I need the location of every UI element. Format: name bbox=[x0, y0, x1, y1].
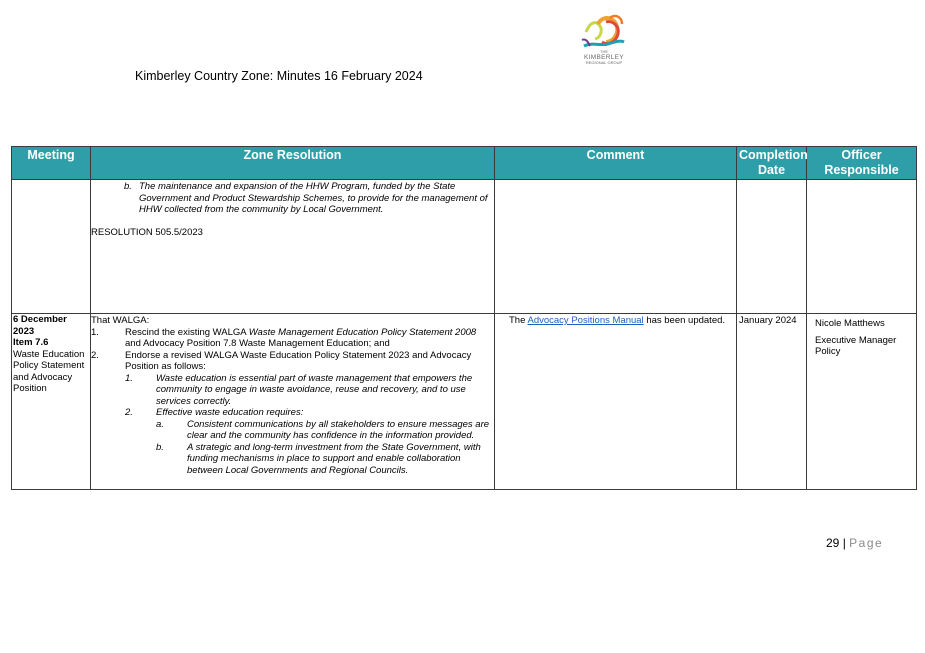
point-text: Effective waste education requires: bbox=[156, 407, 304, 418]
policy-point-2a bbox=[91, 419, 494, 442]
resolution-cell bbox=[91, 180, 495, 314]
header-officer-responsible: Officer Responsible bbox=[807, 147, 917, 180]
completion-cell bbox=[737, 180, 807, 314]
resolution-intro: That WALGA: bbox=[91, 315, 150, 326]
officer-cell bbox=[807, 314, 917, 490]
point-label: 2. bbox=[125, 407, 133, 418]
meeting-cell bbox=[12, 180, 91, 314]
point-label: 1. bbox=[125, 372, 133, 384]
page-label: Page bbox=[849, 536, 884, 550]
point-text: A strategic and long-term investment from the State Government, with funding mechanisms in place to support and enable collaboration between Local Governments and Regional Councils. bbox=[187, 441, 481, 476]
officer-name: Nicole Matthews bbox=[815, 318, 885, 329]
item-text: The maintenance and expansion of the HHW Program, funded by the State Government and Product Stewardship Schemes, to provide for the management of HHW collected from the community by Local Government. bbox=[139, 181, 488, 215]
comment-text: has been updated. bbox=[646, 315, 726, 326]
header-completion-date: Completion Date bbox=[737, 147, 807, 180]
point-text: Rescind the existing WALGA bbox=[125, 326, 247, 338]
resolution-reference: RESOLUTION 505.5/2023 bbox=[91, 226, 203, 238]
document-title: Kimberley Country Zone: Minutes 16 February 2024 bbox=[135, 69, 423, 83]
point-text: Endorse a revised WALGA Waste Education Policy Statement 2023 and Advocacy Position as follows: bbox=[125, 349, 472, 372]
logo-text bbox=[578, 50, 630, 65]
point-label: b. bbox=[156, 441, 164, 453]
logo-line1: THE bbox=[600, 49, 608, 54]
resolution-point-2 bbox=[91, 350, 494, 373]
policy-point-2b bbox=[91, 442, 494, 477]
header-comment: Comment bbox=[495, 147, 737, 180]
comment-text: The bbox=[509, 315, 526, 326]
resolution-point-1 bbox=[91, 327, 494, 350]
point-text: and Advocacy Position 7.8 Waste Management Education; and bbox=[125, 338, 390, 349]
point-text: Waste education is essential part of waste management that empowers the community to engage in waste avoidance, reuse and recovery, and to use services correctly. bbox=[156, 372, 473, 407]
resolution-item-b bbox=[91, 181, 494, 216]
point-label: 2. bbox=[91, 349, 99, 361]
page-footer bbox=[826, 536, 883, 550]
point-label: a. bbox=[156, 418, 164, 430]
header-meeting: Meeting bbox=[12, 147, 91, 180]
minutes-table bbox=[11, 146, 917, 490]
point-text-italic: Waste Management Education Policy Statement 2008 bbox=[248, 326, 477, 338]
meeting-date: 6 December 2023 bbox=[13, 314, 67, 337]
policy-point-2 bbox=[91, 407, 494, 419]
officer-cell bbox=[807, 180, 917, 314]
officer-title: Executive Manager Policy bbox=[815, 334, 897, 357]
page-number: 29 bbox=[826, 536, 840, 550]
comment-cell bbox=[495, 314, 737, 490]
meeting-topic: Waste Education Policy Statement and Advocacy Position bbox=[13, 348, 85, 394]
point-text: Consistent communications by all stakeholders to ensure messages are clear and the community has confidence in the information provided. bbox=[187, 418, 490, 441]
resolution-cell bbox=[91, 314, 495, 490]
logo-line2: KIMBERLEY bbox=[584, 54, 624, 61]
meeting-cell bbox=[12, 314, 91, 490]
comment-cell bbox=[495, 180, 737, 314]
header-zone-resolution: Zone Resolution bbox=[91, 147, 495, 180]
point-label: 1. bbox=[91, 326, 99, 338]
table-header-row bbox=[12, 147, 917, 180]
meeting-item: Item 7.6 bbox=[13, 337, 49, 348]
table-row bbox=[12, 180, 917, 314]
table-row bbox=[12, 314, 917, 490]
completion-date: January 2024 bbox=[737, 314, 807, 490]
item-label: b. bbox=[124, 181, 132, 192]
page-separator: | bbox=[842, 536, 846, 550]
logo-line3: REGIONAL GROUP bbox=[585, 60, 623, 65]
advocacy-positions-manual-link[interactable]: Advocacy Positions Manual bbox=[527, 315, 644, 326]
policy-point-1 bbox=[91, 373, 494, 408]
